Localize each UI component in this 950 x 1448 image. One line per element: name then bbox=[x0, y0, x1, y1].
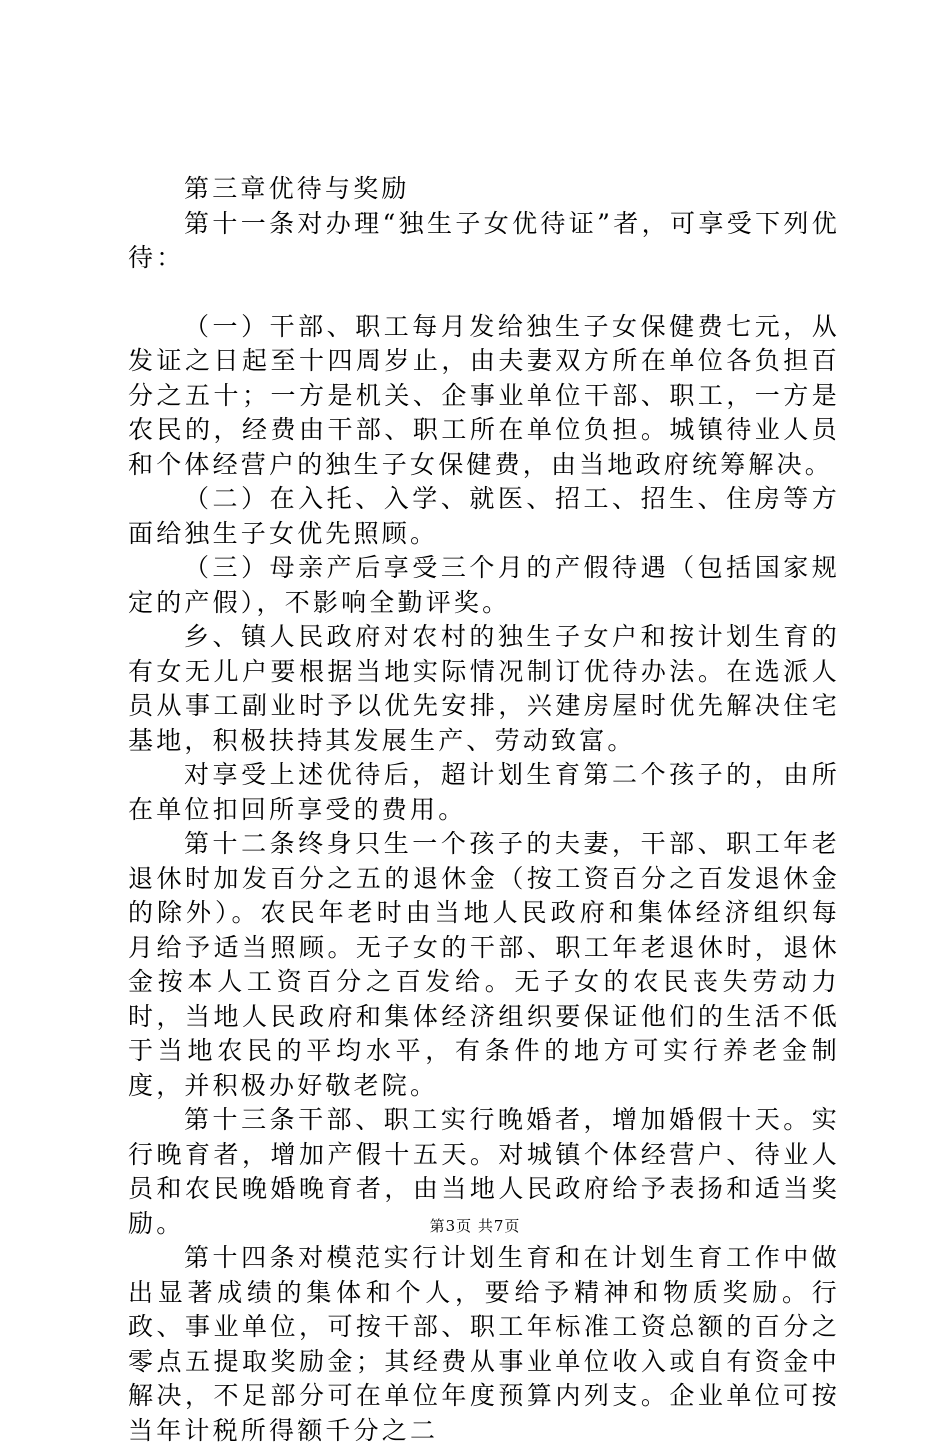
paragraph-item-3: （三）母亲产后享受三个月的产假待遇（包括国家规定的产假），不影响全勤评奖。 bbox=[128, 553, 840, 617]
paragraph-article-14: 第十四条对模范实行计划生育和在计划生育工作中做出显著成绩的集体和个人，要给予精神和物质奖励。行政、事业单位，可按干部、职工年标准工资总额的百分之零点五提取奖励金；其经费从事业单位收入或自有资金中解决，不足部分可在单位年度预算内列支。企业单位可按当年计税所得额千分之二 bbox=[128, 1243, 840, 1445]
paragraph-item-1: （一）干部、职工每月发给独生子女保健费七元，从发证之日起至十四周岁止，由夫妻双方所在单位各负担百分之五十；一方是机关、企事业单位干部、职工，一方是农民的，经费由干部、职工所在单位负担。城镇待业人员和个体经营户的独生子女保健费，由当地政府统筹解决。 bbox=[128, 311, 840, 479]
paragraph-article-12: 第十二条终身只生一个孩子的夫妻，干部、职工年老退休时加发百分之五的退休金（按工资百分之百发退休金的除外）。农民年老时由当地人民政府和集体经济组织每月给予适当照顾。无子女的干部、职工年老退休时，退休金按本人工资百分之百发给。无子女的农民丧失劳动力时，当地人民政府和集体经济组织要保证他们的生活不低于当地农民的平均水平，有条件的地方可实行养老金制度，并积极办好敬老院。 bbox=[128, 829, 840, 1100]
paragraph-rural-policy: 乡、镇人民政府对农村的独生子女户和按计划生育的有女无儿户要根据当地实际情况制订优待办法。在选派人员从事工副业时予以优先安排，兴建房屋时优先解决住宅基地，积极扶持其发展生产、劳动致富。 bbox=[128, 622, 840, 755]
paragraph-item-2: （二）在入托、入学、就医、招工、招生、住房等方面给独生子女优先照顾。 bbox=[128, 484, 840, 548]
paragraph-refund: 对享受上述优待后，超计划生育第二个孩子的，由所在单位扣回所享受的费用。 bbox=[128, 760, 840, 824]
article-11-heading: 第十一条对办理“独生子女优待证”者，可享受下列优待： bbox=[128, 208, 840, 272]
chapter-heading: 第三章优待与奖励 bbox=[184, 174, 410, 203]
page-number-label: 第3页 共7页 bbox=[429, 1217, 521, 1235]
paragraph-article-13: 第十三条干部、职工实行晚婚者，增加婚假十天。实行晚育者，增加产假十五天。对城镇个体经营户、待业人员和农民晚婚晚育者，由当地人民政府给予表扬和适当奖励。 bbox=[128, 1105, 840, 1238]
document-body bbox=[128, 172, 840, 1448]
page-footer bbox=[0, 1216, 950, 1236]
